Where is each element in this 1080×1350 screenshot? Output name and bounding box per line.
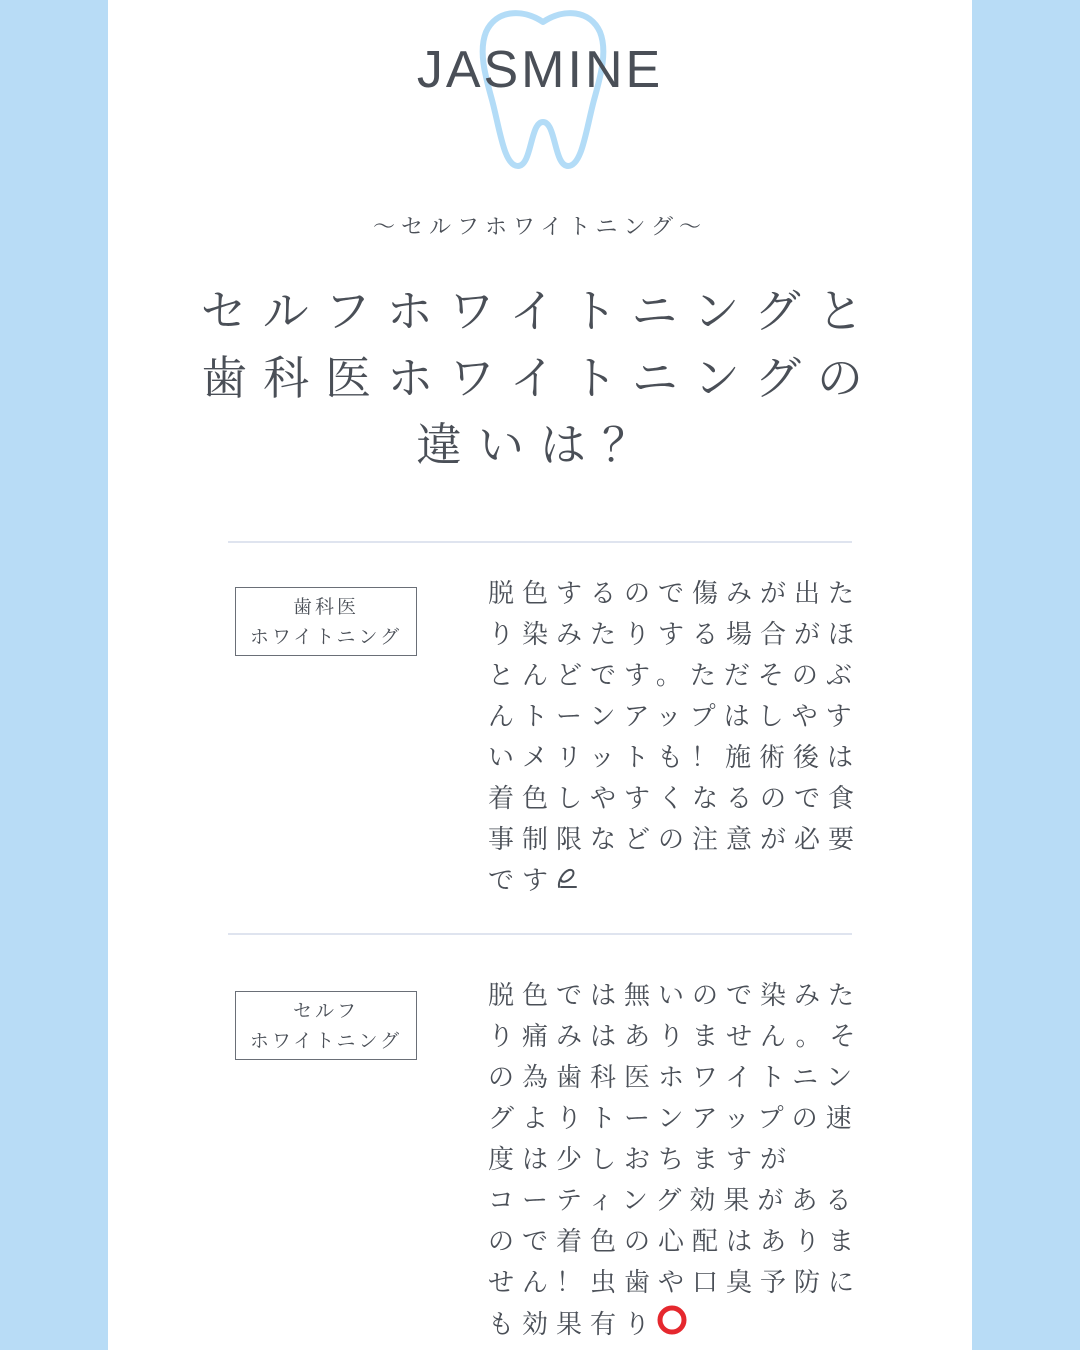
desc-line: とんどです。ただそのぶ bbox=[488, 661, 860, 691]
desc-line: 度は少しおちますが bbox=[488, 1145, 795, 1175]
dentist-whitening-label bbox=[235, 587, 417, 656]
headline bbox=[200, 278, 880, 479]
dentist-whitening-description bbox=[488, 574, 863, 902]
divider bbox=[228, 541, 852, 543]
desc-line: んトーンアップはしやす bbox=[488, 702, 860, 732]
headline-line: 違いは？ bbox=[416, 418, 664, 472]
desc-line-text: も効果有り bbox=[488, 1310, 659, 1340]
self-whitening-label bbox=[235, 991, 417, 1060]
self-whitening-description bbox=[488, 976, 864, 1346]
desc-line: 着色しやすくなるので食 bbox=[488, 784, 863, 814]
headline-line: 歯科医ホワイトニングの bbox=[201, 351, 879, 405]
desc-line: 脱色では無いので染みた bbox=[488, 981, 863, 1011]
desc-line-last bbox=[488, 861, 860, 902]
desc-line-last bbox=[488, 1304, 860, 1346]
desc-line-text: です bbox=[488, 866, 557, 896]
label-line: セルフ bbox=[292, 1000, 359, 1022]
desc-line: 脱色するので傷みが出た bbox=[488, 579, 863, 609]
pen-icon bbox=[554, 866, 580, 892]
label-line: ホワイトニング bbox=[249, 626, 403, 648]
desc-line: り染みたりする場合がほ bbox=[488, 620, 863, 650]
headline-line: セルフホワイトニングと bbox=[200, 284, 880, 338]
label-line: 歯科医 bbox=[292, 596, 359, 618]
desc-line: いメリットも！施術後は bbox=[488, 743, 861, 773]
desc-line: せん！虫歯や口臭予防に bbox=[488, 1268, 863, 1298]
divider bbox=[228, 933, 852, 935]
desc-line: ので着色の心配はありま bbox=[488, 1227, 863, 1257]
desc-line: 事制限などの注意が必要 bbox=[488, 825, 863, 855]
desc-line: グよりトーンアップの速 bbox=[488, 1104, 860, 1134]
desc-line: り痛みはありません。そ bbox=[488, 1022, 864, 1052]
label-line: ホワイトニング bbox=[249, 1030, 403, 1052]
red-circle-icon bbox=[656, 1304, 688, 1336]
desc-line: コーティング効果がある bbox=[488, 1186, 860, 1216]
brand-title: JASMINE bbox=[416, 41, 664, 99]
desc-line: の為歯科医ホワイトニン bbox=[488, 1063, 861, 1093]
section-kicker: 〜セルフホワイトニング〜 bbox=[372, 215, 708, 240]
